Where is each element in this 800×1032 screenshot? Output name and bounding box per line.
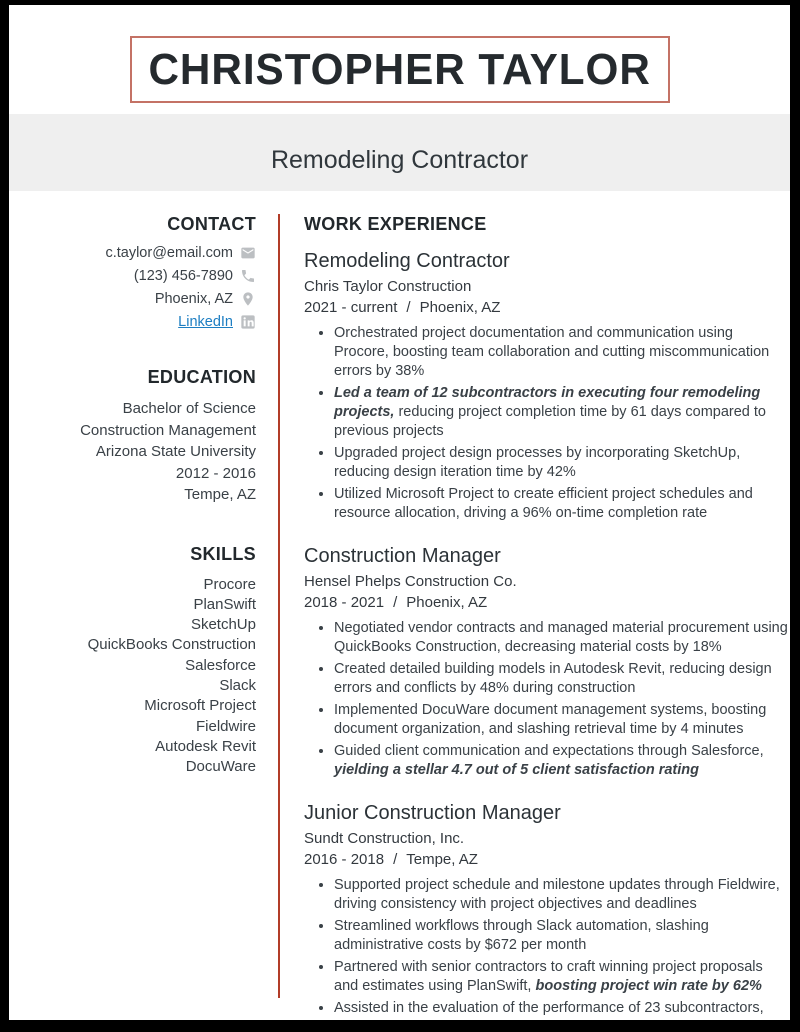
- skill-item: QuickBooks Construction: [87, 636, 256, 654]
- email-value: c.taylor@email.com: [105, 245, 233, 261]
- skill-item: SketchUp: [190, 616, 256, 634]
- skill-item: Salesforce: [185, 656, 256, 674]
- skill-item: Slack: [219, 676, 256, 694]
- skills-section: [9, 544, 256, 778]
- bullet: • Created detailed building models in Autodesk Revit, reducing design errors and conflicts by 48% during construction: [334, 660, 790, 698]
- job-entry: [304, 543, 790, 780]
- job-bullet-list: [304, 876, 790, 1032]
- phone-value: (123) 456-7890: [133, 268, 233, 284]
- contact-heading: CONTACT: [167, 214, 256, 234]
- skill-item: Microsoft Project: [144, 697, 256, 715]
- skill-item: Procore: [203, 575, 256, 593]
- job-dates: 2018 - 2021: [304, 594, 385, 611]
- education-degree: Bachelor of Science: [122, 400, 256, 417]
- candidate-name: CHRISTOPHER TAYLOR: [148, 44, 651, 94]
- skill-item: Autodesk Revit: [155, 737, 256, 755]
- job-entry: [304, 800, 790, 1032]
- bullet: • Implemented DocuWare document management systems, boosting document organization, and slashing retrieval time by 4 minutes: [334, 701, 790, 739]
- job-dates-location: [304, 297, 790, 318]
- bullet: • Assisted in the evaluation of the performance of 23 subcontractors, identifying areas for improvement, and providing feedback: [334, 999, 790, 1032]
- bullet: • Led a team of 12 subcontractors in executing four remodeling projects, reducing project completion time by 61 days compared to previous projects: [334, 384, 790, 441]
- location-pin-icon: [240, 291, 256, 307]
- job-title: Junior Construction Manager: [304, 802, 561, 824]
- job-dates-location: [304, 849, 790, 870]
- job-title: Remodeling Contractor: [304, 250, 510, 272]
- education-dates: 2012 - 2016: [175, 464, 256, 482]
- contact-item-location: [9, 291, 256, 307]
- location-value: Phoenix, AZ: [154, 291, 233, 307]
- column-divider-rule: [278, 214, 280, 998]
- job-dates: 2021 - current: [304, 299, 398, 316]
- dates-separator: /: [406, 299, 411, 316]
- resume-body: [9, 214, 790, 1032]
- bullet: • Supported project schedule and milestone updates through Fieldwire, driving consistency with project objectives and deadlines: [334, 876, 790, 914]
- work-experience-heading: WORK EXPERIENCE: [304, 214, 487, 234]
- job-company: Chris Taylor Construction: [304, 278, 472, 295]
- skill-item: DocuWare: [185, 758, 256, 776]
- resume-header: [9, 36, 790, 191]
- contact-item-email: [9, 245, 256, 261]
- job-subtitle: Remodeling Contractor: [270, 146, 529, 174]
- skill-item: Fieldwire: [195, 717, 256, 735]
- skills-heading: SKILLS: [190, 543, 256, 564]
- education-section: [9, 367, 256, 506]
- dates-separator: /: [393, 594, 398, 611]
- bullet: • Guided client communication and expectations through Salesforce, yielding a stellar 4.7 out of 5 client satisfaction rating: [334, 742, 790, 780]
- job-location: Tempe, AZ: [406, 851, 478, 868]
- job-bullet-list: [304, 324, 790, 523]
- contact-section: [9, 214, 256, 330]
- phone-icon: [240, 268, 256, 284]
- job-entry: [304, 248, 790, 523]
- education-major: Construction Management: [80, 421, 256, 439]
- bullet: • Streamlined workflows through Slack automation, slashing administrative costs by $672 per month: [334, 917, 790, 955]
- work-experience-column: [304, 214, 790, 1032]
- job-company: Sundt Construction, Inc.: [304, 830, 465, 847]
- linkedin-link[interactable]: LinkedIn: [178, 314, 233, 330]
- job-bullet-list: [304, 619, 790, 780]
- skill-item: PlanSwift: [193, 595, 256, 613]
- envelope-icon: [240, 245, 256, 261]
- contact-item-linkedin: [9, 314, 256, 330]
- job-dates-location: [304, 592, 790, 613]
- education-school: Arizona State University: [95, 443, 256, 460]
- linkedin-icon: [240, 314, 256, 330]
- dates-separator: /: [393, 851, 398, 868]
- bullet: • Orchestrated project documentation and communication using Procore, boosting team collaboration and cutting miscommunication errors by 38%: [334, 324, 790, 381]
- job-location: Phoenix, AZ: [419, 299, 501, 316]
- bullet: • Upgraded project design processes by incorporating SketchUp, reducing design iteration time by 42%: [334, 444, 790, 482]
- name-box: [130, 36, 670, 103]
- education-location: Tempe, AZ: [184, 486, 256, 503]
- job-company: Hensel Phelps Construction Co.: [304, 573, 517, 590]
- bullet: • Partnered with senior contractors to craft winning project proposals and estimates using PlanSwift, boosting project win rate by 62%: [334, 958, 790, 996]
- education-heading: EDUCATION: [147, 367, 256, 387]
- sidebar: [9, 214, 256, 777]
- bullet: • Utilized Microsoft Project to create efficient project schedules and resource allocation, driving a 96% on-time completion rate: [334, 485, 790, 523]
- bullet: • Negotiated vendor contracts and managed material procurement using QuickBooks Construction, decreasing material costs by 18%: [334, 619, 790, 657]
- job-location: Phoenix, AZ: [406, 594, 488, 611]
- job-title: Construction Manager: [304, 545, 501, 567]
- job-dates: 2016 - 2018: [304, 851, 385, 868]
- contact-item-phone: [9, 268, 256, 284]
